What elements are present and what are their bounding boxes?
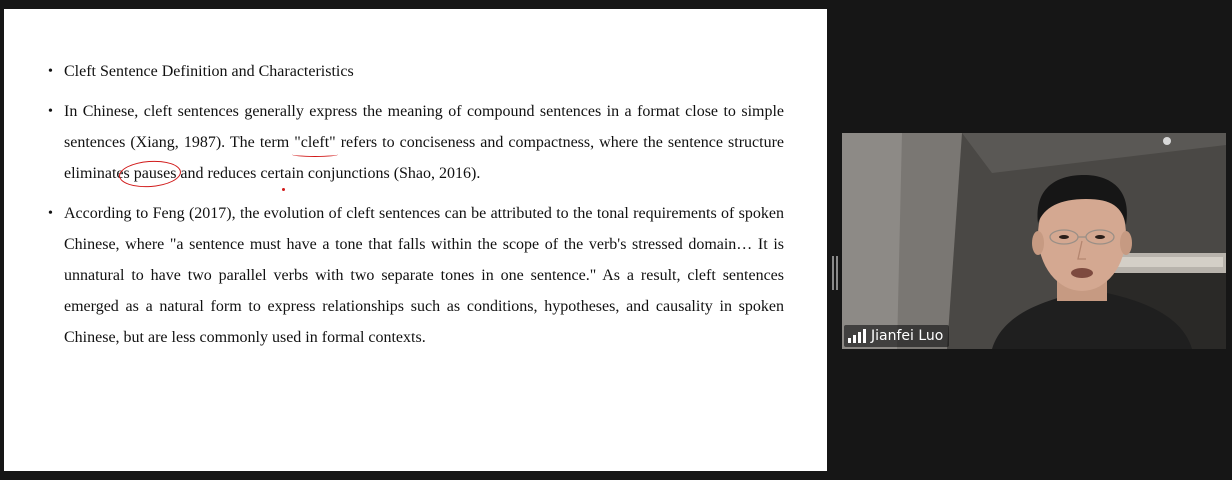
bullet-definition-text-4: ain conjunctions (Shao, 2016). bbox=[284, 165, 481, 182]
bullet-feng bbox=[48, 198, 784, 353]
signal-strength-icon bbox=[848, 329, 866, 343]
bullet-heading-text: Cleft Sentence Definition and Characteristics bbox=[64, 63, 354, 80]
annotated-cleft: "cleft" bbox=[294, 127, 335, 158]
panel-resize-handle[interactable] bbox=[832, 256, 838, 290]
slide-bullet-list bbox=[48, 56, 784, 362]
resize-handle-bar bbox=[836, 256, 838, 290]
bullet-definition-text-2: refers to conciseness and compactness, where the sentence structure eliminate bbox=[64, 134, 784, 182]
participant-name: Jianfei Luo bbox=[871, 328, 944, 344]
annotated-pauses: s pauses bbox=[124, 158, 177, 189]
bullet-definition-text-1: In Chinese, cleft sentences generally express the meaning of compound sentences in a format close to simple sentences (Xiang, 1987). The term bbox=[64, 103, 784, 151]
bullet-feng-text: According to Feng (2017), the evolution of cleft sentences can be attributed to the tonal requirements of spoken Chinese, where "a sentence must have a tone that falls within the scope of the verb's stressed domain… It is unnatural to have two parallel verbs with two separate tones in one sentence." As a result, cleft sentences emerged as a natural form to express relationships such as conditions, hypotheses, and causality in spoken Chinese, but are less commonly used in formal contexts. bbox=[64, 205, 784, 346]
participant-video-feed bbox=[842, 133, 1226, 349]
resize-handle-bar bbox=[832, 256, 834, 290]
annotated-dot: t bbox=[280, 158, 284, 189]
participant-name-tag bbox=[844, 325, 949, 347]
participant-video-tile[interactable] bbox=[842, 133, 1226, 349]
shared-screen-slide bbox=[4, 9, 827, 471]
bullet-definition bbox=[48, 96, 784, 189]
bullet-definition-text-3: and reduces cer bbox=[176, 165, 280, 182]
bullet-heading bbox=[48, 56, 784, 87]
